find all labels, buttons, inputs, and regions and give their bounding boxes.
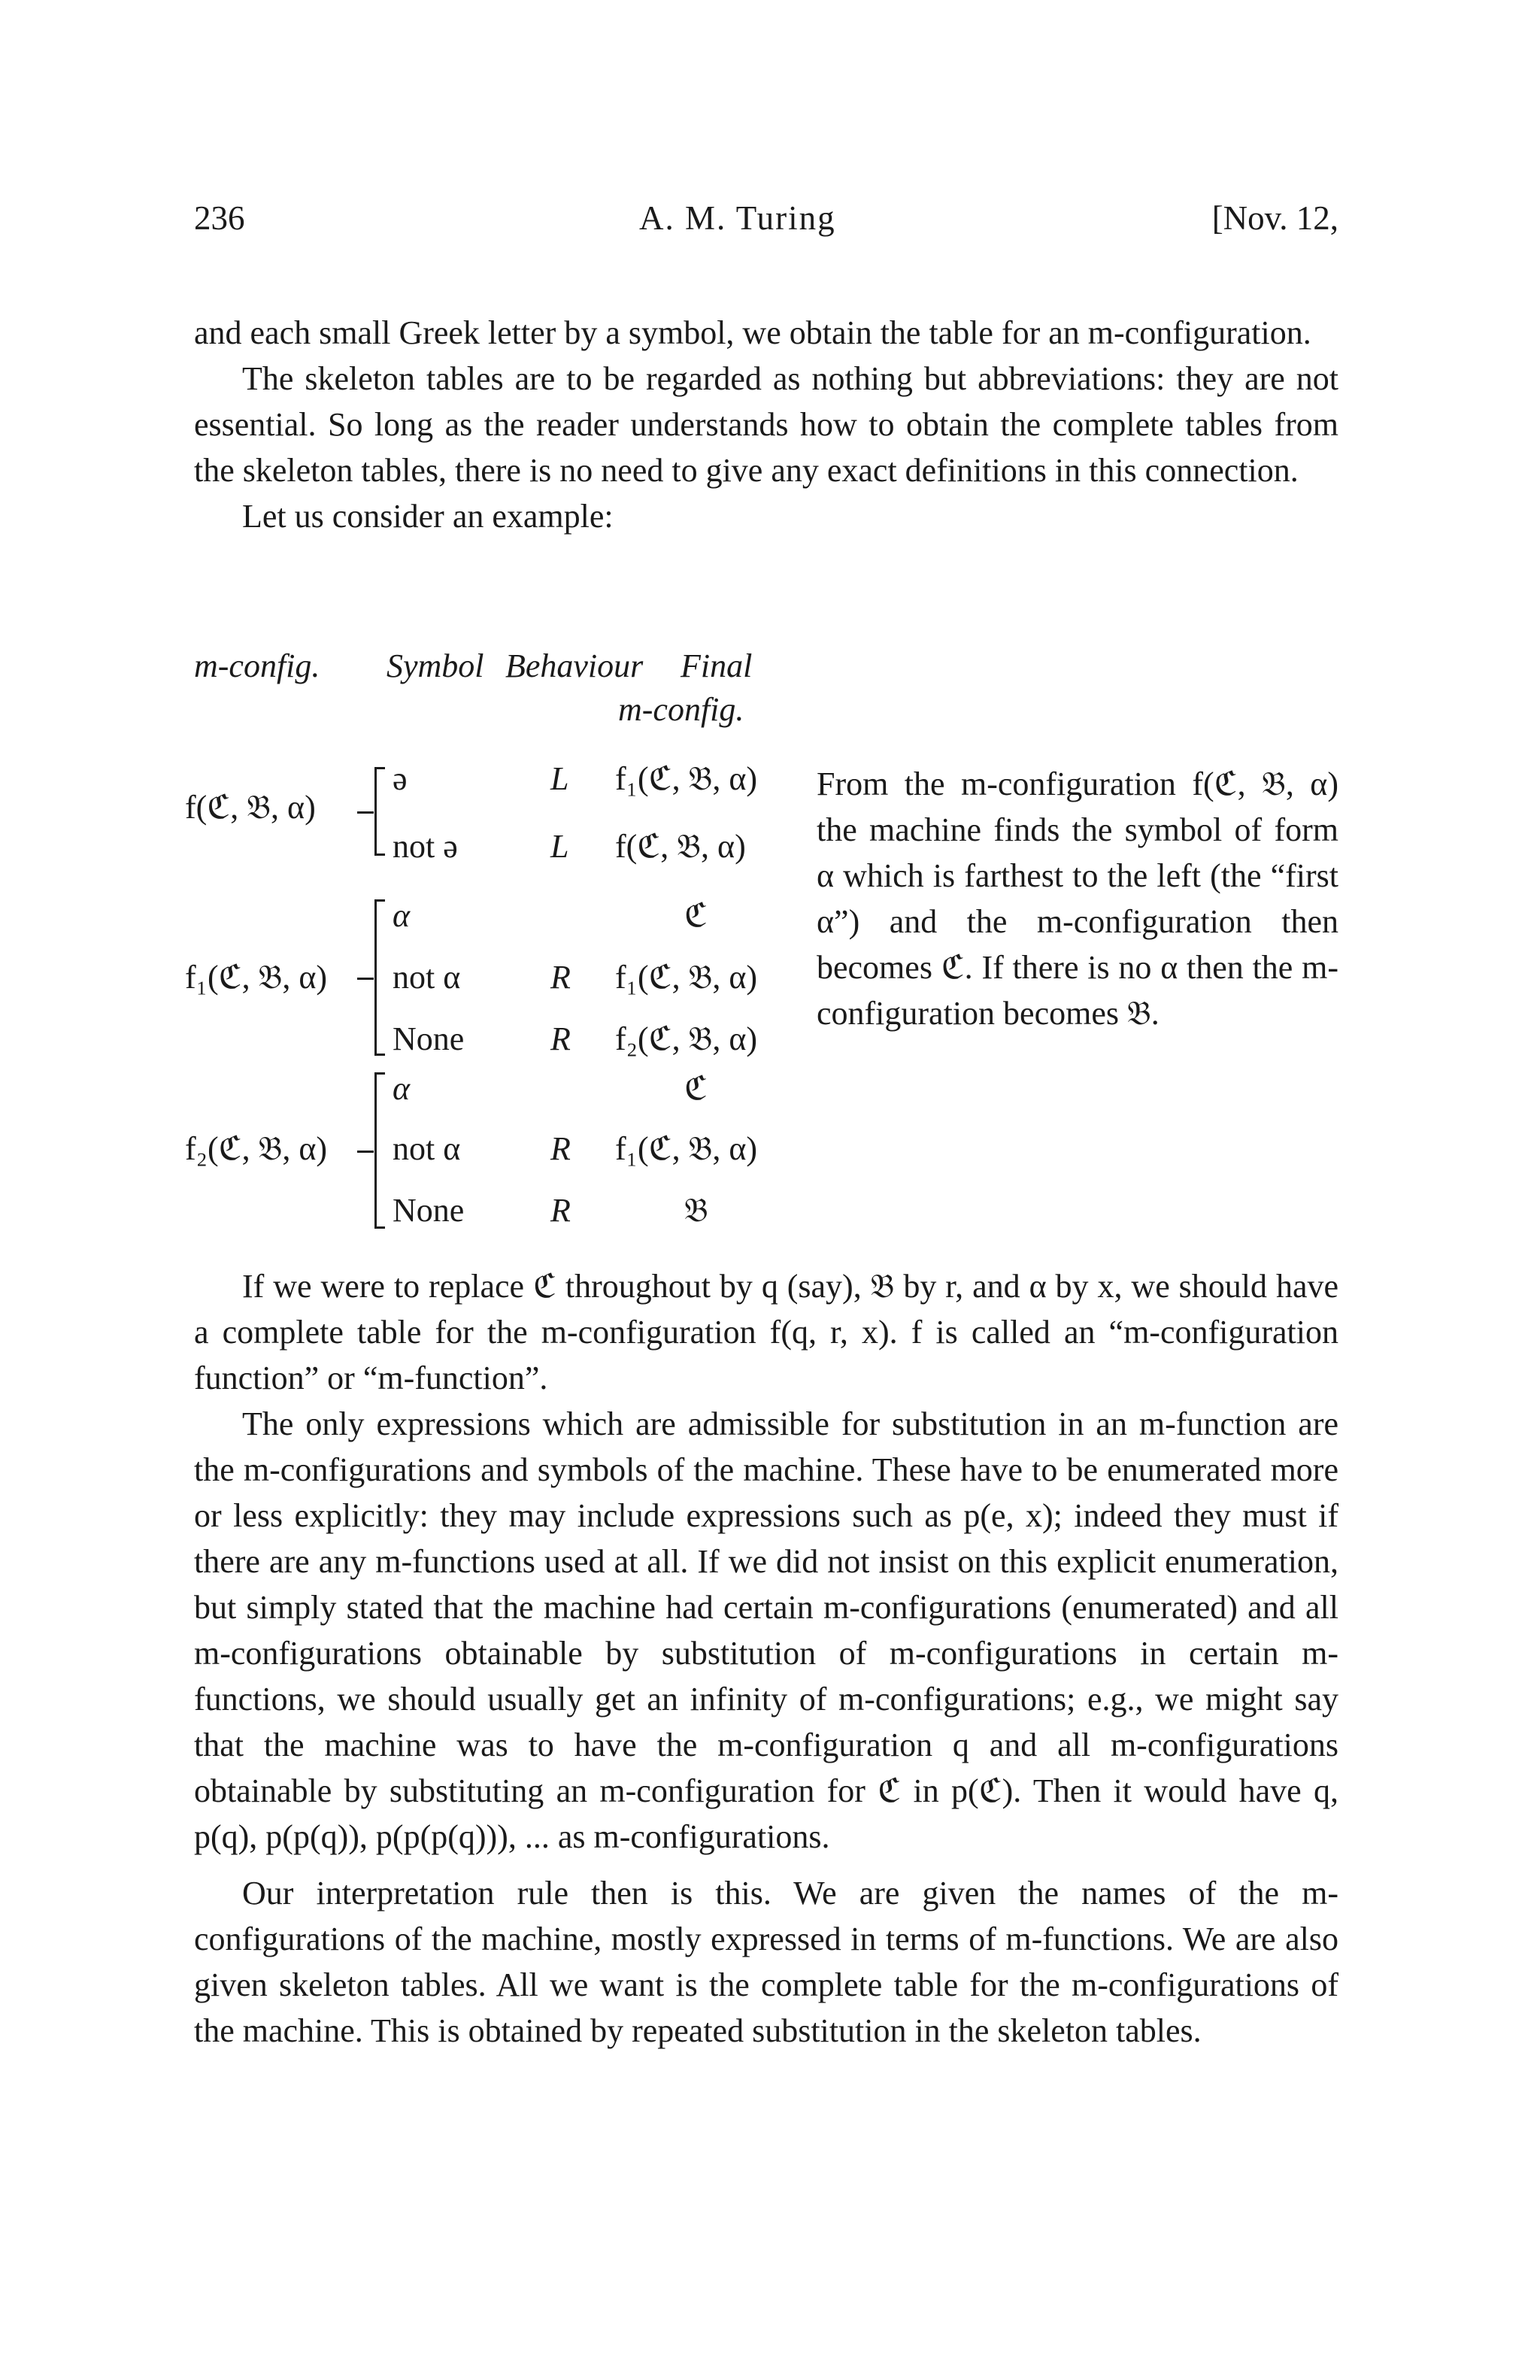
running-header-date: [Nov. 12, bbox=[1211, 199, 1338, 237]
table-cell-symbol: None bbox=[393, 1192, 465, 1229]
table-config-f: f(ℭ, 𝔅, α) bbox=[185, 789, 316, 826]
table-cell-symbol: not ə bbox=[393, 828, 458, 865]
paragraph-replacement: If we were to replace ℭ throughout by q (say), 𝔅 by r, and α by x, we should have a complete table for the m-configuration f(q, r, x). f is called an “m-configuration function” or “m-function”. bbox=[194, 1268, 1338, 1396]
table-cell-symbol: not α bbox=[393, 1130, 461, 1167]
table-config-f1: f₁(ℭ, 𝔅, α) bbox=[185, 959, 328, 996]
table-header-symbol: Symbol bbox=[387, 647, 484, 684]
table-cell-final: f₁(ℭ, 𝔅, α) bbox=[615, 959, 758, 996]
table-cell-symbol: not α bbox=[393, 959, 461, 996]
page-number: 236 bbox=[194, 199, 245, 237]
table-cell-behaviour: L bbox=[550, 828, 569, 865]
table-side-note: From the m-configuration f(ℭ, 𝔅, α) the machine finds the symbol of form α which is farthest to the left (the “first α”) and the m-configuration then becomes ℭ. If there is no α then the m-configuration becomes 𝔅. bbox=[817, 766, 1338, 1032]
brace-icon bbox=[374, 1072, 387, 1229]
table-cell-symbol: ə bbox=[393, 760, 408, 797]
table-cell-final: f(ℭ, 𝔅, α) bbox=[615, 828, 746, 865]
paragraph-admissible-expressions: The only expressions which are admissible for substitution in an m-function are the m-configurations and symbols of the machine. These have to be enumerated more or less explicitly: they may include expressions such as p(e, x); indeed they must if there are any m-functions used at all. If we did not insist on this explicit enumeration, but simply stated that the machine had certain m-configurations (enumerated) and all m-configurations obtainable by substitution of m-configurations in certain m-functions, we should usually get an infinity of m-configurations; e.g., we might say that the machine was to have the m-configuration q and all m-configurations obtainable by substituting an m-configuration for ℭ in p(ℭ). Then it would have q, p(q), p(p(q)), p(p(p(q))), ... as m-configurations. bbox=[194, 1405, 1338, 1855]
paragraph-continuation: and each small Greek letter by a symbol, we obtain the table for an m-configuration. bbox=[194, 314, 1311, 351]
top-text bbox=[194, 310, 1338, 539]
table-cell-behaviour: R bbox=[550, 959, 571, 996]
paragraph-skeleton-tables: The skeleton tables are to be regarded as nothing but abbreviations: they are not essential. So long as the reader understands how to obtain the complete tables from the skeleton tables, there is no need to give any exact definitions in this connection. bbox=[194, 360, 1338, 489]
table-cell-final: 𝔅 bbox=[684, 1192, 708, 1229]
running-header-author: A. M. Turing bbox=[639, 199, 836, 237]
table-cell-symbol: None bbox=[393, 1020, 465, 1057]
table-cell-behaviour: L bbox=[550, 760, 569, 797]
paragraph-example-intro: Let us consider an example: bbox=[242, 498, 614, 535]
table-cell-symbol: α bbox=[393, 897, 411, 934]
brace-icon bbox=[374, 899, 387, 1056]
brace-icon bbox=[374, 767, 387, 856]
table-header-final: Final bbox=[681, 647, 753, 684]
table-cell-behaviour: R bbox=[550, 1130, 571, 1167]
table-config-f2: f₂(ℭ, 𝔅, α) bbox=[185, 1130, 328, 1167]
bottom-text bbox=[194, 1263, 1338, 2054]
table-cell-final: f₁(ℭ, 𝔅, α) bbox=[615, 760, 758, 797]
table-header-final-mconfig: m-config. bbox=[618, 691, 744, 728]
table-header-mconfig: m-config. bbox=[194, 647, 320, 684]
table-cell-behaviour: R bbox=[550, 1192, 571, 1229]
table-cell-final: f₂(ℭ, 𝔅, α) bbox=[615, 1020, 758, 1057]
paragraph-interpretation-rule: Our interpretation rule then is this. We are given the names of the m-configurations of the machine, mostly expressed in terms of m-functions. We are also given skeleton tables. All we want is the complete table for the m-configurations of the machine. This is obtained by repeated substitution in the skeleton tables. bbox=[194, 1875, 1338, 2049]
table-cell-final: ℭ bbox=[684, 1070, 708, 1107]
table-cell-final: ℭ bbox=[684, 897, 708, 934]
table-cell-final: f₁(ℭ, 𝔅, α) bbox=[615, 1130, 758, 1167]
table-header-behaviour: Behaviour bbox=[505, 647, 644, 684]
table-cell-symbol: α bbox=[393, 1070, 411, 1107]
table-cell-behaviour: R bbox=[550, 1020, 571, 1057]
